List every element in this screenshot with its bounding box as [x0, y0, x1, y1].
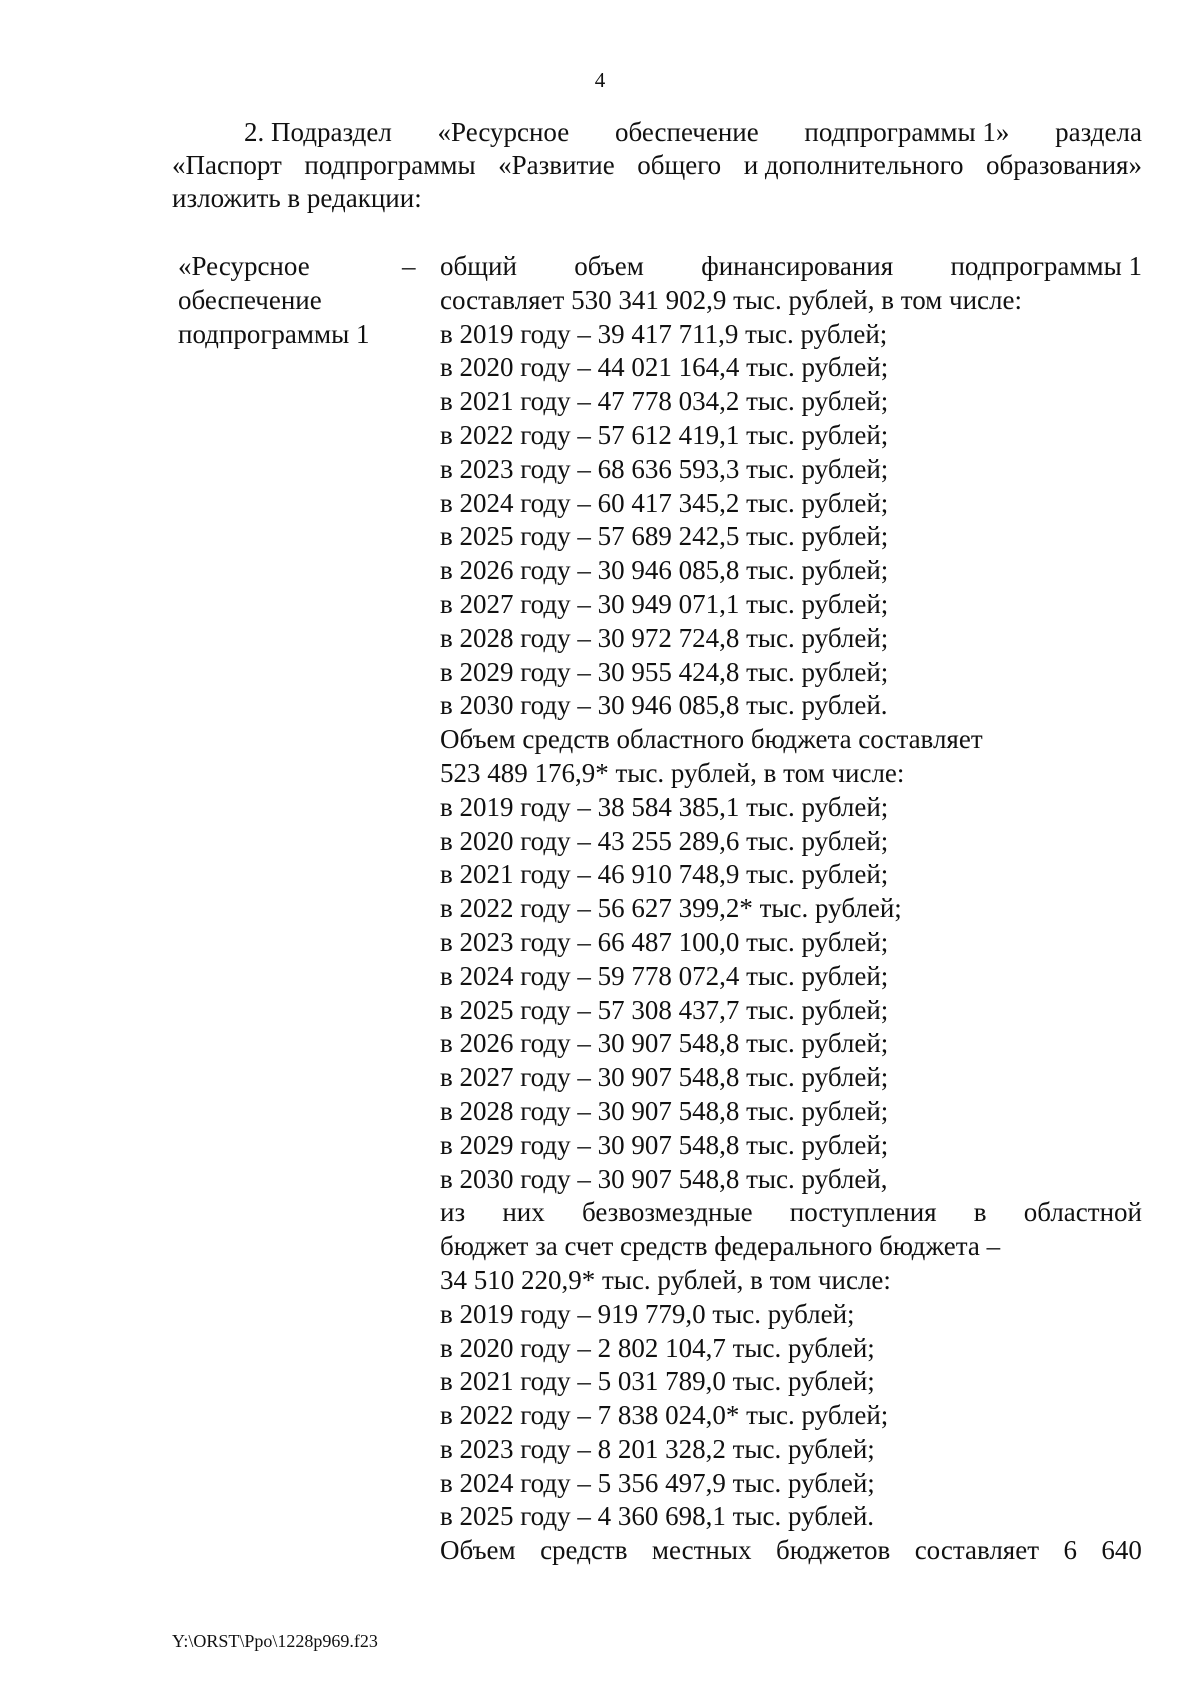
total-year-line: в 2019 году – 39 417 711,9 тыс. рублей; [440, 318, 888, 349]
label-line: подпрограммы 1 [178, 318, 370, 349]
total-word: финансирования [701, 251, 894, 281]
intro-paragraph [172, 116, 1142, 215]
local-word: местных [651, 1535, 752, 1566]
local-word: бюджетов [775, 1535, 891, 1566]
federal-year-line: в 2019 году – 919 779,0 тыс. рублей; [440, 1298, 855, 1329]
total-year-line: в 2026 году – 30 946 085,8 тыс. рублей; [440, 555, 889, 586]
label-line: обеспечение [178, 284, 322, 315]
total-year-line: в 2022 году – 57 612 419,1 тыс. рублей; [440, 419, 889, 450]
regional-line-1: Объем средств областного бюджета составляет [440, 724, 983, 755]
federal-year-line: в 2022 году – 7 838 024,0* тыс. рублей; [440, 1400, 889, 1431]
local-word: средств [540, 1535, 628, 1566]
intro-word: «Паспорт [172, 150, 282, 180]
federal-years-list [440, 1298, 1142, 1535]
regional-year-line: в 2026 году – 30 907 548,8 тыс. рублей; [440, 1028, 889, 1059]
intro-word: общего [637, 150, 722, 180]
total-year-line: в 2023 году – 68 636 593,3 тыс. рублей; [440, 453, 889, 484]
local-word: 6 [1063, 1535, 1077, 1566]
total-word: объем [574, 251, 644, 281]
federal-year-line: в 2020 году – 2 802 104,7 тыс. рублей; [440, 1332, 875, 1363]
regional-year-line: в 2020 году – 43 255 289,6 тыс. рублей; [440, 825, 889, 856]
total-word: общий [440, 251, 517, 281]
page-number: 4 [594, 68, 606, 92]
total-line-1 [440, 250, 1142, 284]
federal-year-line: в 2024 году – 5 356 497,9 тыс. рублей; [440, 1467, 875, 1498]
federal-year-line: в 2025 году – 4 360 698,1 тыс. рублей. [440, 1501, 875, 1532]
regional-year-line: в 2025 году – 57 308 437,7 тыс. рублей; [440, 994, 889, 1025]
intro-word: подпрограммы [304, 150, 476, 180]
intro-word: подпрограммы 1» [804, 117, 1010, 147]
total-years-list [440, 318, 1142, 724]
regional-year-line: в 2029 году – 30 907 548,8 тыс. рублей; [440, 1129, 889, 1160]
footer-file-path: Y:\ORST\Ppo\1228p969.f23 [172, 1631, 378, 1651]
total-word: подпрограммы 1 [950, 251, 1142, 281]
total-year-line: в 2021 году – 47 778 034,2 тыс. рублей; [440, 386, 889, 417]
intro-word: раздела [1055, 117, 1142, 147]
regional-year-line: в 2019 году – 38 584 385,1 тыс. рублей; [440, 791, 889, 822]
federal-line-3: 34 510 220,9* тыс. рублей, в том числе: [440, 1264, 891, 1295]
intro-line-2 [172, 149, 1142, 182]
local-line-1 [440, 1534, 1142, 1568]
label-dash: – [402, 251, 416, 281]
intro-line-3: изложить в редакции: [172, 183, 422, 213]
federal-year-line: в 2021 году – 5 031 789,0 тыс. рублей; [440, 1366, 875, 1397]
intro-word: «Развитие [498, 150, 615, 180]
local-word: 640 [1101, 1535, 1142, 1566]
intro-word: обеспечение [614, 117, 759, 147]
federal-word: них [502, 1197, 545, 1228]
total-year-line: в 2024 году – 60 417 345,2 тыс. рублей; [440, 487, 889, 518]
federal-year-line: в 2023 году – 8 201 328,2 тыс. рублей; [440, 1433, 875, 1464]
federal-word: из [440, 1197, 466, 1228]
federal-line-1 [440, 1196, 1142, 1230]
resource-label [178, 250, 428, 351]
federal-line-2: бюджет за счет средств федерального бюджета – [440, 1231, 1001, 1262]
regional-year-line: в 2021 году – 46 910 748,9 тыс. рублей; [440, 859, 889, 890]
total-year-line: в 2028 году – 30 972 724,8 тыс. рублей; [440, 622, 889, 653]
regional-line-2: 523 489 176,9* тыс. рублей, в том числе: [440, 757, 905, 788]
intro-word: 2. Подраздел [244, 117, 392, 147]
local-word: составляет [914, 1535, 1040, 1566]
resource-content [440, 250, 1142, 1568]
federal-word: безвозмездные [581, 1197, 753, 1228]
regional-year-line: в 2028 году – 30 907 548,8 тыс. рублей; [440, 1095, 889, 1126]
total-year-line: в 2029 году – 30 955 424,8 тыс. рублей; [440, 656, 889, 687]
intro-word: «Ресурсное [437, 117, 570, 147]
local-word: Объем [440, 1535, 516, 1566]
regional-years-list [440, 791, 1142, 1197]
regional-year-line: в 2030 году – 30 907 548,8 тыс. рублей, [440, 1163, 888, 1194]
regional-year-line: в 2022 году – 56 627 399,2* тыс. рублей; [440, 893, 902, 924]
total-year-line: в 2030 году – 30 946 085,8 тыс. рублей. [440, 690, 888, 721]
total-year-line: в 2027 году – 30 949 071,1 тыс. рублей; [440, 588, 889, 619]
total-year-line: в 2025 году – 57 689 242,5 тыс. рублей; [440, 521, 889, 552]
total-line-2: составляет 530 341 902,9 тыс. рублей, в том числе: [440, 284, 1022, 315]
label-line: «Ресурсное [178, 251, 310, 281]
federal-word: областной [1023, 1197, 1142, 1228]
intro-word: и дополнительного [743, 150, 964, 180]
regional-year-line: в 2027 году – 30 907 548,8 тыс. рублей; [440, 1062, 889, 1093]
regional-year-line: в 2024 году – 59 778 072,4 тыс. рублей; [440, 960, 889, 991]
total-year-line: в 2020 году – 44 021 164,4 тыс. рублей; [440, 352, 889, 383]
intro-word: образования» [986, 150, 1142, 180]
regional-year-line: в 2023 году – 66 487 100,0 тыс. рублей; [440, 926, 889, 957]
federal-word: поступления [789, 1197, 937, 1228]
intro-line-1 [172, 116, 1142, 149]
federal-word: в [973, 1197, 987, 1228]
